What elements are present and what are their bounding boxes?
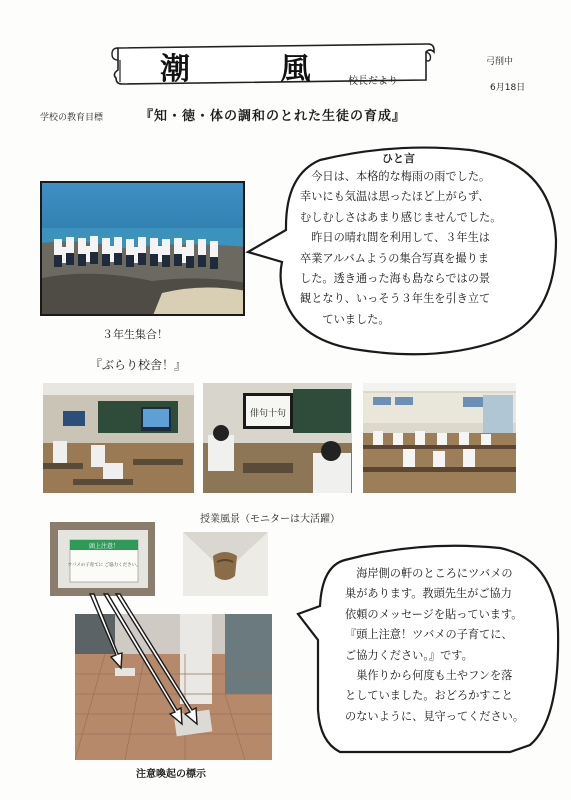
swallow-note-line: のないように、見守ってください。 <box>345 709 525 723</box>
hitokoto-line: ていました。 <box>300 312 390 326</box>
hitokoto-heading: ひと言 <box>382 152 415 165</box>
classroom-caption: 授業風景（モニターは大活躍） <box>200 514 340 525</box>
hitokoto-line: 昨日の晴れ間を利用して、３年生は <box>300 231 490 245</box>
group-photo-caption: ３年生集合！ <box>102 328 168 341</box>
newsletter-subtitle: 校長だより <box>348 76 398 87</box>
swallow-note-line: としていました。おどろかすこと <box>345 689 513 703</box>
swallow-note-body <box>345 564 540 727</box>
swallow-note-line: 巣があります。教頭先生がご協力 <box>345 587 512 601</box>
swallow-note-line: ご協力ください。』です。 <box>345 648 473 662</box>
hitokoto-line: むしむしさはあまり感じませんでした。 <box>300 210 502 224</box>
education-goal-label: 学校の教育目標 <box>40 113 104 123</box>
swallow-note-line: 海岸側の軒のところにツバメの <box>345 567 513 580</box>
school-name: 弓削中 <box>486 57 514 67</box>
hitokoto-line: した。透き通った海も島ならではの景 <box>300 272 491 286</box>
hitokoto-line: 卒業アルバムようの集合写真を撮りま <box>300 251 489 265</box>
issue-date: 6月18日 <box>490 83 526 93</box>
school-tour-heading: 『ぶらり校舎！』 <box>90 358 187 372</box>
monitor-text: 俳句十句 <box>249 409 287 419</box>
newsletter-title: 潮 風 <box>160 52 351 87</box>
education-goal: 『知・徳・体の調和のとれた生徒の育成』 <box>140 109 407 124</box>
hitokoto-line: 観となり、いっそう３年生を引き立て <box>300 292 491 306</box>
swallow-note-line: 『頭上注意！ツバメの子育てに、 <box>345 628 513 642</box>
sign-body-text: ツバメの子育てに ご協力ください。 <box>67 563 141 568</box>
hitokoto-line: 幸いにも気温は思ったほど上がらず、 <box>300 190 490 204</box>
signs-caption: 注意喚起の標示 <box>136 769 206 780</box>
sign-head-text: 頭上注意！ <box>88 543 120 550</box>
swallow-note-line: 依頼のメッセージを貼っています。 <box>345 607 523 621</box>
swallow-note-line: 巣作りから何度も土やフンを落 <box>345 669 513 683</box>
hitokoto-line: 今日は、本格的な梅雨の雨でした。 <box>300 170 491 183</box>
